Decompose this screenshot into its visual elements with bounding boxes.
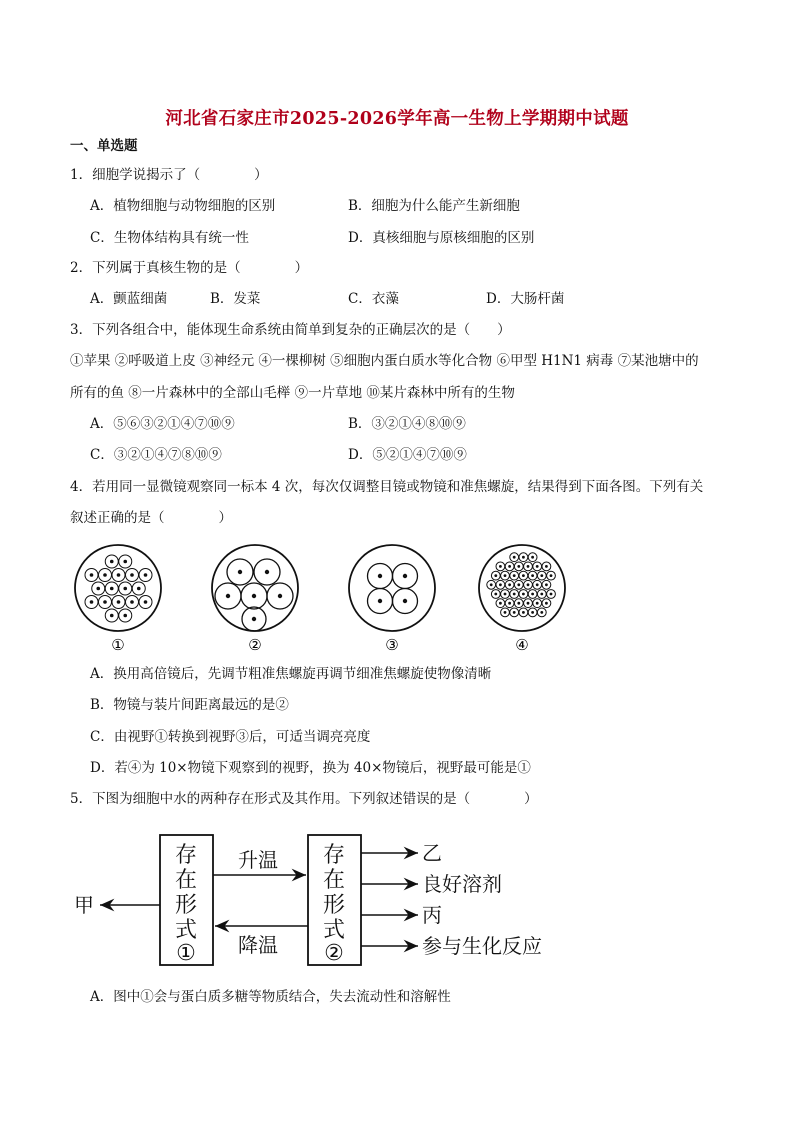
cell-nucleus <box>527 565 530 568</box>
form1-char-4: 式 <box>174 918 198 943</box>
cell-nucleus <box>540 611 543 614</box>
q1-option-c: C．生物体结构具有统一性 <box>90 230 249 246</box>
label-yi: 乙 <box>422 841 442 865</box>
figure-label-3: ③ <box>385 636 399 654</box>
cell-nucleus <box>531 574 534 577</box>
form1-char-5: ① <box>176 941 196 966</box>
q2-option-a: A．颤蓝细菌 <box>90 291 168 307</box>
cell-nucleus <box>508 602 511 605</box>
q4-option-b: B．物镜与装片间距离最远的是② <box>90 697 289 713</box>
cell-nucleus <box>499 583 502 586</box>
cell-nucleus <box>540 574 543 577</box>
cell-nucleus <box>499 565 502 568</box>
page-title: 河北省石家庄市2025-2026学年高一生物上学期期中试题 <box>165 109 629 129</box>
figure-label-1: ① <box>111 636 125 654</box>
section-heading: 一、单选题 <box>70 138 138 154</box>
cell-nucleus <box>536 602 539 605</box>
label-good-solvent: 良好溶剂 <box>422 872 502 896</box>
cell-nucleus <box>123 614 127 618</box>
q4-stem: 4．若用同一显微镜观察同一标本 4 次，每次仅调整目镜或物镜和准焦螺旋，结果得到下面各图。下列有关 <box>70 479 704 495</box>
cell-nucleus <box>527 602 530 605</box>
microscope-field-2 <box>212 545 298 631</box>
cell-nucleus <box>110 560 114 564</box>
cell-nucleus <box>137 587 141 591</box>
cell-nucleus <box>90 600 94 604</box>
cell-nucleus <box>494 593 497 596</box>
cell-nucleus <box>110 587 114 591</box>
form1-char-1: 存 <box>174 843 198 868</box>
cell-nucleus <box>110 614 114 618</box>
cell-nucleus <box>494 574 497 577</box>
q5-stem: 5．下图为细胞中水的两种存在形式及其作用。下列叙述错误的是（ ） <box>70 791 538 807</box>
cell-nucleus <box>545 583 548 586</box>
cell-nucleus <box>504 593 507 596</box>
q3-stem: 3．下列各组合中，能体现生命系统由简单到复杂的正确层次的是（ ） <box>70 322 511 338</box>
cell-nucleus <box>513 574 516 577</box>
cell-nucleus <box>117 573 121 577</box>
cell-nucleus <box>531 611 534 614</box>
cell-nucleus <box>513 611 516 614</box>
q2-option-c: C．衣藻 <box>348 291 399 307</box>
cell-nucleus <box>550 593 553 596</box>
cell-nucleus <box>545 602 548 605</box>
cell-nucleus <box>531 556 534 559</box>
q3-option-d: D．⑤②①④⑦⑩⑨ <box>348 447 467 463</box>
cell-nucleus <box>103 600 107 604</box>
cell-nucleus <box>103 573 107 577</box>
label-biochemical-reaction: 参与生化反应 <box>422 934 542 958</box>
q1-option-d: D．真核细胞与原核细胞的区别 <box>348 230 535 246</box>
cell-nucleus <box>517 565 520 568</box>
microscope-field-1 <box>75 545 161 631</box>
cell-nucleus <box>117 600 121 604</box>
microscope-field-3 <box>349 545 435 631</box>
cell-nucleus <box>144 573 148 577</box>
q4-stem-cont: 叙述正确的是（ ） <box>70 510 232 526</box>
q1-option-a: A．植物细胞与动物细胞的区别 <box>90 198 276 214</box>
cell-nucleus <box>513 556 516 559</box>
cell-nucleus <box>490 583 493 586</box>
cell-nucleus <box>130 600 134 604</box>
form2-char-3: 形 <box>322 893 346 918</box>
q4-option-a: A．换用高倍镜后，先调节粗准焦螺旋再调节细准焦螺旋使物像清晰 <box>90 666 492 682</box>
cell-nucleus <box>522 556 525 559</box>
cell-nucleus <box>522 593 525 596</box>
figure-label-2: ② <box>248 636 262 654</box>
cell-nucleus <box>504 611 507 614</box>
cell-nucleus <box>522 611 525 614</box>
cell-nucleus <box>517 583 520 586</box>
cell-nucleus <box>123 587 127 591</box>
q2-stem: 2．下列属于真核生物的是（ ） <box>70 260 309 276</box>
cell-nucleus <box>96 587 100 591</box>
cell-nucleus <box>123 560 127 564</box>
cell-nucleus <box>527 583 530 586</box>
form2-char-5: ② <box>324 941 344 966</box>
form2-char-1: 存 <box>322 843 346 868</box>
cell-nucleus <box>550 574 553 577</box>
cell-nucleus <box>531 593 534 596</box>
microscope-fields-figure <box>70 540 590 655</box>
cell-nucleus <box>540 593 543 596</box>
microscope-field-4 <box>479 545 565 631</box>
cell-nucleus <box>144 600 148 604</box>
label-bing: 丙 <box>422 903 442 927</box>
cell-nucleus <box>499 602 502 605</box>
cell-nucleus <box>508 583 511 586</box>
q2-option-b: B．发菜 <box>210 291 261 307</box>
form1-char-3: 形 <box>174 893 198 918</box>
q3-option-a: A．⑤⑥③②①④⑦⑩⑨ <box>90 416 235 432</box>
cell-nucleus <box>130 573 134 577</box>
q4-option-c: C．由视野①转换到视野③后，可适当调亮亮度 <box>90 729 371 745</box>
q4-option-d: D．若④为 10×物镜下观察到的视野，换为 40×物镜后，视野最可能是① <box>90 760 531 776</box>
q3-items-line1: ①苹果 ②呼吸道上皮 ③神经元 ④一棵柳树 ⑤细胞内蛋白质水等化合物 ⑥甲型 H1N1 病毒 ⑦某池塘中的 <box>70 353 699 369</box>
cell-nucleus <box>517 602 520 605</box>
q3-option-b: B．③②①④⑧⑩⑨ <box>348 416 466 432</box>
cell-nucleus <box>508 565 511 568</box>
cell-nucleus <box>536 583 539 586</box>
figure-label-4: ④ <box>515 636 529 654</box>
label-cool-down: 降温 <box>238 933 278 957</box>
cell-nucleus <box>504 574 507 577</box>
form1-char-2: 在 <box>174 868 198 893</box>
label-heat-up: 升温 <box>238 848 278 872</box>
cell-nucleus <box>522 574 525 577</box>
q1-option-b: B．细胞为什么能产生新细胞 <box>348 198 520 214</box>
cell-nucleus <box>545 565 548 568</box>
form2-char-4: 式 <box>322 918 346 943</box>
cell-nucleus <box>513 593 516 596</box>
label-jia: 甲 <box>74 893 94 917</box>
form2-char-2: 在 <box>322 868 346 893</box>
cell-nucleus <box>90 573 94 577</box>
q5-option-a: A．图中①会与蛋白质多糖等物质结合，失去流动性和溶解性 <box>90 989 451 1005</box>
q2-option-d: D．大肠杆菌 <box>486 291 565 307</box>
cell-nucleus <box>536 565 539 568</box>
q3-option-c: C．③②①④⑦⑧⑩⑨ <box>90 447 222 463</box>
water-forms-diagram <box>60 820 580 970</box>
q3-items-line2: 所有的鱼 ⑧一片森林中的全部山毛榉 ⑨一片草地 ⑩某片森林中所有的生物 <box>70 385 515 401</box>
q1-stem: 1．细胞学说揭示了（ ） <box>70 167 268 183</box>
